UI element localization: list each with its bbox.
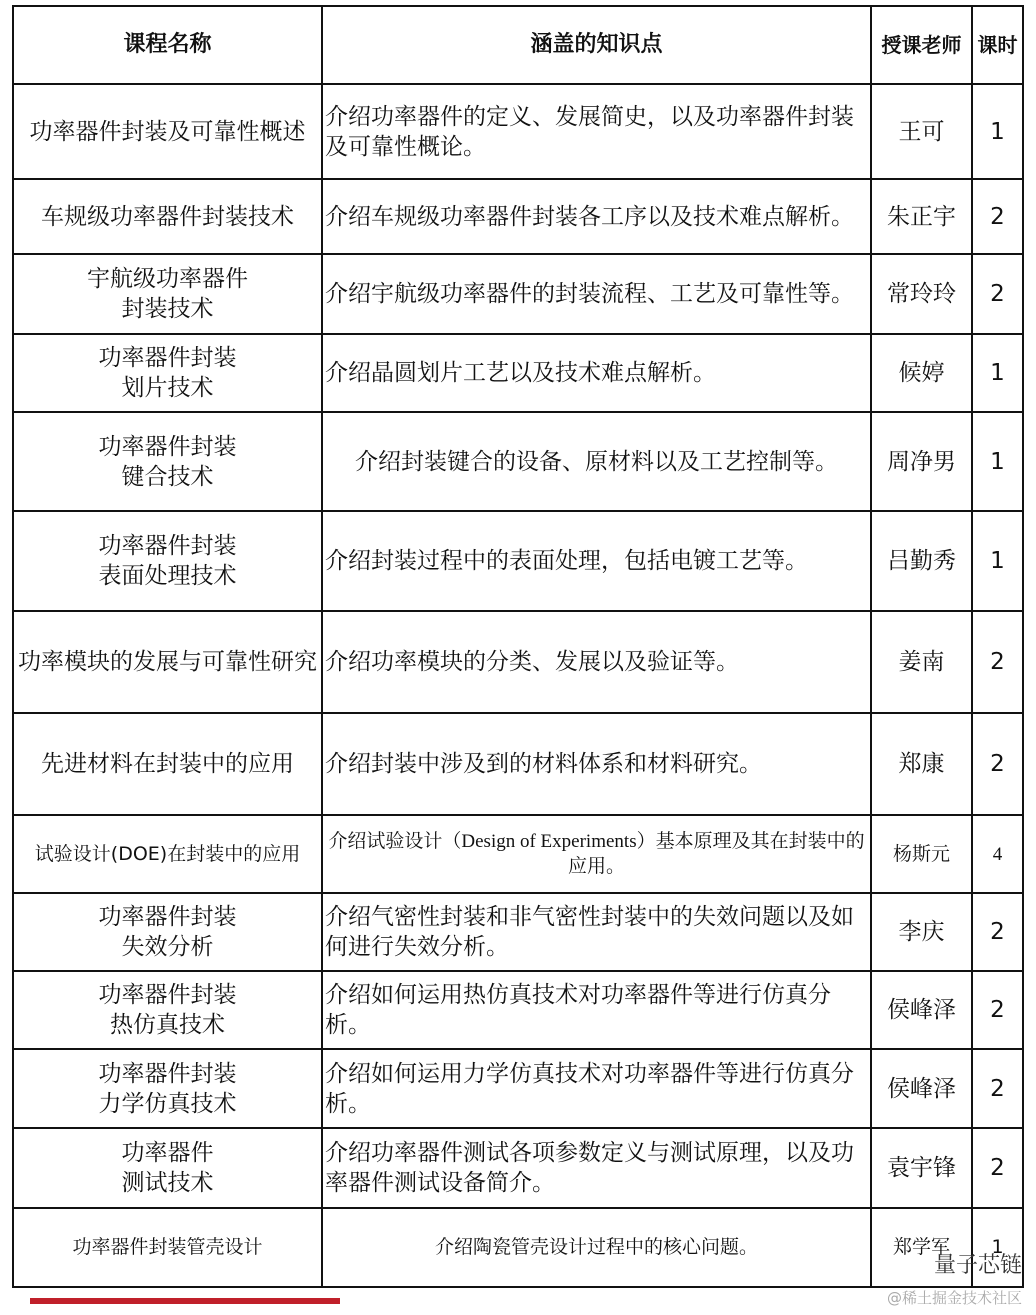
table-row — [13, 1208, 1023, 1287]
teacher: 侯峰泽 — [871, 1049, 972, 1128]
teacher: 姜南 — [871, 611, 972, 713]
hours: 2 — [972, 1128, 1023, 1208]
knowledge-points: 介绍气密性封装和非气密性封装中的失效问题以及如何进行失效分析。 — [322, 893, 871, 971]
course-name: 功率器件封装 划片技术 — [13, 334, 322, 412]
course-name: 功率器件 测试技术 — [13, 1128, 322, 1208]
teacher: 周净男 — [871, 412, 972, 511]
table-row — [13, 713, 1023, 815]
teacher: 郑康 — [871, 713, 972, 815]
course-name: 车规级功率器件封装技术 — [13, 179, 322, 254]
teacher: 郑学军 — [871, 1208, 972, 1287]
knowledge-points: 介绍功率器件测试各项参数定义与测试原理，以及功率器件测试设备简介。 — [322, 1128, 871, 1208]
course-name: 功率器件封装 表面处理技术 — [13, 511, 322, 611]
hours: 1 — [972, 412, 1023, 511]
course-name: 功率器件封装及可靠性概述 — [13, 84, 322, 179]
hours: 2 — [972, 254, 1023, 334]
hours: 2 — [972, 713, 1023, 815]
hours: 1 — [972, 84, 1023, 179]
table-row — [13, 511, 1023, 611]
knowledge-points: 介绍晶圆划片工艺以及技术难点解析。 — [322, 334, 871, 412]
header-knowledge: 涵盖的知识点 — [322, 6, 871, 84]
course-name: 功率器件封装 键合技术 — [13, 412, 322, 511]
course-name: 先进材料在封装中的应用 — [13, 713, 322, 815]
hours: 2 — [972, 971, 1023, 1049]
hours: 1 — [972, 334, 1023, 412]
hours: 2 — [972, 179, 1023, 254]
hours: 2 — [972, 893, 1023, 971]
course-table — [12, 5, 1024, 1288]
table-row — [13, 84, 1023, 179]
course-name: 试验设计(DOE)在封装中的应用 — [13, 815, 322, 893]
teacher: 侯峰泽 — [871, 971, 972, 1049]
hours: 1 — [972, 511, 1023, 611]
teacher: 李庆 — [871, 893, 972, 971]
teacher: 袁宇锋 — [871, 1128, 972, 1208]
teacher: 杨斯元 — [871, 815, 972, 893]
watermark — [887, 1248, 1022, 1308]
table-row — [13, 179, 1023, 254]
teacher: 王可 — [871, 84, 972, 179]
teacher: 候婷 — [871, 334, 972, 412]
knowledge-points: 介绍封装键合的设备、原材料以及工艺控制等。 — [322, 412, 871, 511]
course-name: 功率器件封装 失效分析 — [13, 893, 322, 971]
knowledge-points: 介绍如何运用力学仿真技术对功率器件等进行仿真分析。 — [322, 1049, 871, 1128]
knowledge-points: 介绍功率模块的分类、发展以及验证等。 — [322, 611, 871, 713]
table-row — [13, 1049, 1023, 1128]
table-row — [13, 412, 1023, 511]
knowledge-points: 介绍如何运用热仿真技术对功率器件等进行仿真分析。 — [322, 971, 871, 1049]
hours: 4 — [972, 815, 1023, 893]
knowledge-points: 介绍功率器件的定义、发展简史，以及功率器件封装及可靠性概论。 — [322, 84, 871, 179]
table-row — [13, 815, 1023, 893]
table-row — [13, 1128, 1023, 1208]
header-course-name: 课程名称 — [13, 6, 322, 84]
course-name: 宇航级功率器件 封装技术 — [13, 254, 322, 334]
hours: 1 — [972, 1208, 1023, 1287]
knowledge-points: 介绍车规级功率器件封装各工序以及技术难点解析。 — [322, 179, 871, 254]
hours: 2 — [972, 1049, 1023, 1128]
table-row — [13, 334, 1023, 412]
table-row — [13, 893, 1023, 971]
hours: 2 — [972, 611, 1023, 713]
course-name: 功率模块的发展与可靠性研究 — [13, 611, 322, 713]
teacher: 常玲玲 — [871, 254, 972, 334]
next-section-heading-fragment — [30, 1298, 340, 1315]
table-row — [13, 971, 1023, 1049]
teacher: 吕勤秀 — [871, 511, 972, 611]
course-name: 功率器件封装管壳设计 — [13, 1208, 322, 1287]
knowledge-points: 介绍陶瓷管壳设计过程中的核心问题。 — [322, 1208, 871, 1287]
header-hours: 课时 — [972, 6, 1023, 84]
knowledge-points: 介绍封装中涉及到的材料体系和材料研究。 — [322, 713, 871, 815]
course-name: 功率器件封装 力学仿真技术 — [13, 1049, 322, 1128]
header-row — [13, 6, 1023, 84]
watermark-source: @稀土掘金技术社区 — [886, 1289, 1022, 1307]
teacher: 朱正宇 — [871, 179, 972, 254]
course-name: 功率器件封装 热仿真技术 — [13, 971, 322, 1049]
table-row — [13, 254, 1023, 334]
watermark-brand: 量子芯链 — [933, 1253, 1022, 1278]
header-teacher: 授课老师 — [871, 6, 972, 84]
knowledge-points: 介绍试验设计（Design of Experiments）基本原理及其在封装中的应用。 — [322, 815, 871, 893]
knowledge-points: 介绍封装过程中的表面处理，包括电镀工艺等。 — [322, 511, 871, 611]
knowledge-points: 介绍宇航级功率器件的封装流程、工艺及可靠性等。 — [322, 254, 871, 334]
table-row — [13, 611, 1023, 713]
